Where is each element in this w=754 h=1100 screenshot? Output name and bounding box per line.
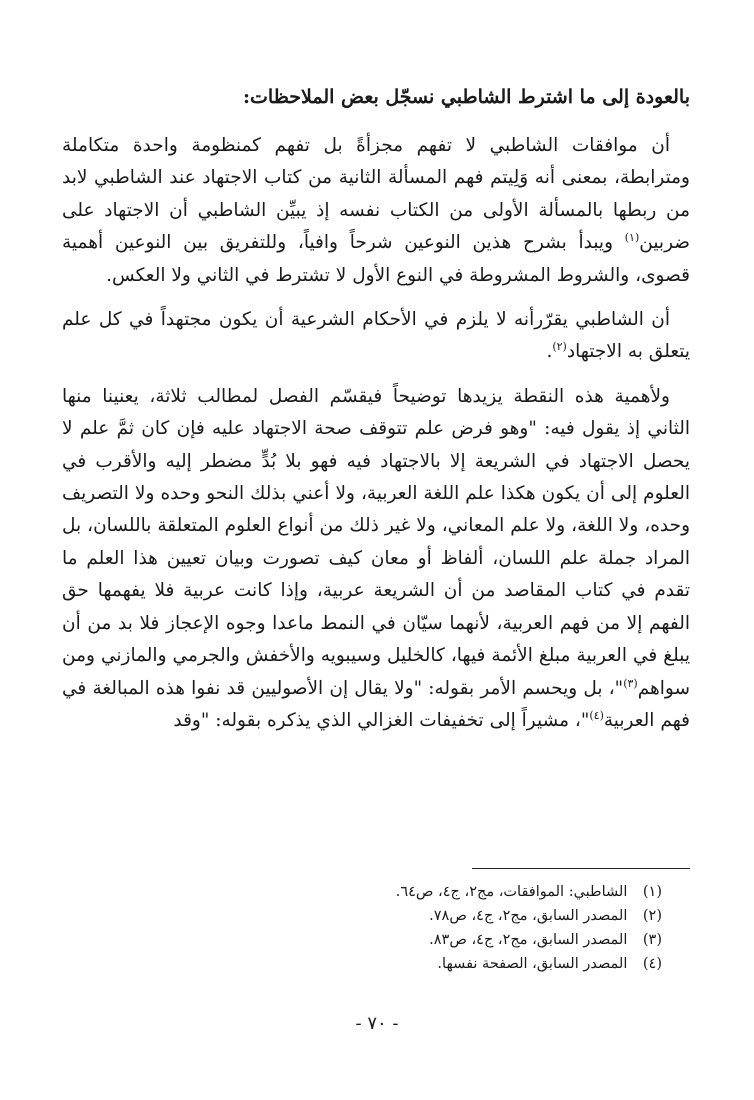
footnote-ref-3[interactable]: (٣) xyxy=(623,676,638,690)
footnote-text: الشاطبي: الموافقات، مج٢، ج٤، ص٦٤. xyxy=(395,884,628,900)
footnote-ref-2[interactable]: (٢) xyxy=(552,340,567,354)
page-number: - ٧٠ - xyxy=(355,1013,399,1034)
footnote-separator xyxy=(472,868,690,869)
footnote-ref-4[interactable]: (٤) xyxy=(589,708,604,722)
paragraph-3-text: ولأهمية هذه النقطة يزيدها توضيحاً فيقسّم الفصل لمطالب ثلاثة، يعنينا منها الثاني إذ يقول فيه: "وهو فرض علم تتوقف صحة الاجتهاد عليه فإن كان ثمَّ علم لا يحصل الاجتهاد في الشريعة إلا بالاجتهاد فيه فهو بلا بُدٍّ مضطر إليه والأقرب في العلوم إلى أن يكون هكذا علم اللغة العربية، ولا أعني بذلك النحو وحده ولا التصريف وحده، ولا اللغة، ولا علم المعاني، ولا غير ذلك من أنواع العلوم المتعلقة باللسان، بل المراد جملة علم اللسان، ألفاظ أو معان كيف تصورت وبيان تعيين هذا العلم ما تقدم في كتاب المقاصد من أن الشريعة عربية، وإذا كانت عربية فلا يفهمها حق الفهم إلا من فهم العربية، لأنهما سيّان في النمط ماعدا وجوه الإعجاز فلا بد من أن يبلغ في العربية مبلغ الأئمة فيها، كالخليل وسيبويه والأخفش والجرمي والمازني ومن سواهم xyxy=(62,385,690,699)
footnotes xyxy=(102,880,662,976)
footnote-text: المصدر السابق، مج٢، ج٤، ص٨٣. xyxy=(429,932,628,948)
footnote-ref-1[interactable]: (١) xyxy=(624,231,640,245)
footnote-2 xyxy=(102,904,662,928)
footnote-number: (٣) xyxy=(642,932,662,948)
footnote-text: المصدر السابق، الصفحة نفسها. xyxy=(437,956,628,972)
footnote-3 xyxy=(102,928,662,952)
paragraph-1-text: أن موافقات الشاطبي لا تفهم مجزأةً بل تفهم كمنظومة واحدة متكاملة ومترابطة، بمعنى أنه وَلِيتم فهم المسألة الثانية من كتاب الاجتهاد عند الشاطبي لابد من ربطها بالمسألة الأولى من الكتاب نفسه إذ يبيِّن الشاطبي أن الاجتهاد على ضربين xyxy=(62,135,690,254)
paragraph-1-tail: ويبدأ بشرح هذين النوعين شرحاً وافياً، وللتفريق بين النوعين أهمية قصوى، والشروط المشروطة في النوع الأول لا تشترط في الثاني ولا العكس. xyxy=(62,232,690,286)
paragraph-2-tail: . xyxy=(546,341,553,363)
footnote-1 xyxy=(102,880,662,904)
page-body xyxy=(62,82,690,749)
paragraph-1 xyxy=(62,130,690,292)
paragraph-2 xyxy=(62,304,690,369)
footnote-number: (١) xyxy=(642,884,662,900)
footnote-text: المصدر السابق، مج٢، ج٤، ص٧٨. xyxy=(429,908,628,924)
footnote-4 xyxy=(102,952,662,976)
footnote-number: (٢) xyxy=(642,908,662,924)
paragraph-3-tail: "، بل ويحسم الأمر بقوله: "ولا يقال إن الأصوليين قد نفوا هذه المبالغة في فهم العربية xyxy=(62,677,690,731)
section-heading: بالعودة إلى ما اشترط الشاطبي نسجّل بعض الملاحظات: xyxy=(243,86,690,108)
paragraph-3 xyxy=(62,381,690,737)
paragraph-3-tail-2: "، مشيراً إلى تخفيفات الغزالي الذي يذكره بقوله: "وقد xyxy=(173,709,590,731)
footnote-number: (٤) xyxy=(642,956,662,972)
paragraph-2-text: أن الشاطبي يقرّرأنه لا يلزم في الأحكام الشرعية أن يكون مجتهداً في كل علم يتعلق به الاجتهاد xyxy=(62,309,690,363)
